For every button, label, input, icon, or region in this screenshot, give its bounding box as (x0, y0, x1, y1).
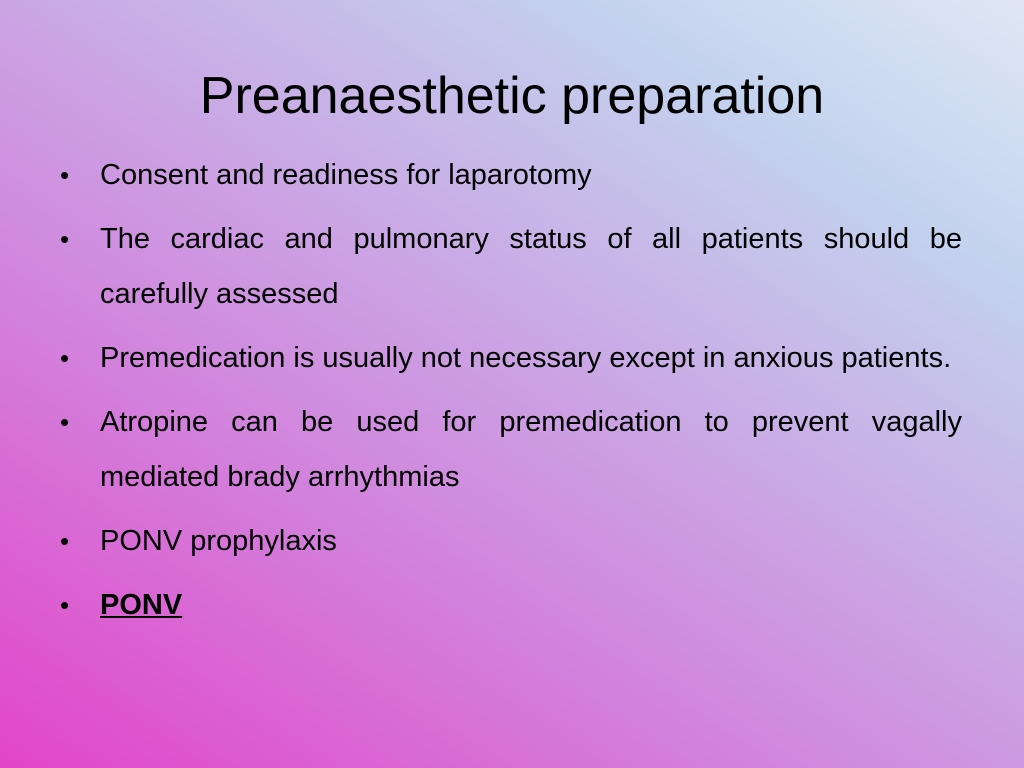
bullet-text: Consent and readiness for laparotomy (100, 159, 592, 191)
bullet-item (60, 148, 962, 203)
bullet-icon: • (60, 526, 70, 556)
bullet-list (60, 148, 962, 642)
bullet-item (60, 514, 962, 569)
bullet-icon: • (60, 590, 70, 620)
bullet-icon: • (60, 407, 70, 437)
bullet-text: Atropine can be used for premedication to prevent vagally mediated brady arrhythmias (100, 406, 962, 493)
bullet-text-emphasis: PONV (100, 589, 183, 621)
bullet-text: PONV prophylaxis (100, 525, 337, 557)
bullet-item (60, 578, 962, 633)
bullet-icon: • (60, 343, 70, 373)
bullet-item (60, 331, 962, 386)
bullet-item (60, 212, 962, 322)
bullet-item (60, 395, 962, 505)
slide-title: Preanaesthetic preparation (199, 67, 825, 125)
bullet-icon: • (60, 160, 70, 190)
bullet-text: Premedication is usually not necessary except in anxious patients. (100, 342, 952, 374)
bullet-icon: • (60, 224, 70, 254)
bullet-text: The cardiac and pulmonary status of all patients should be carefully assessed (100, 223, 962, 310)
